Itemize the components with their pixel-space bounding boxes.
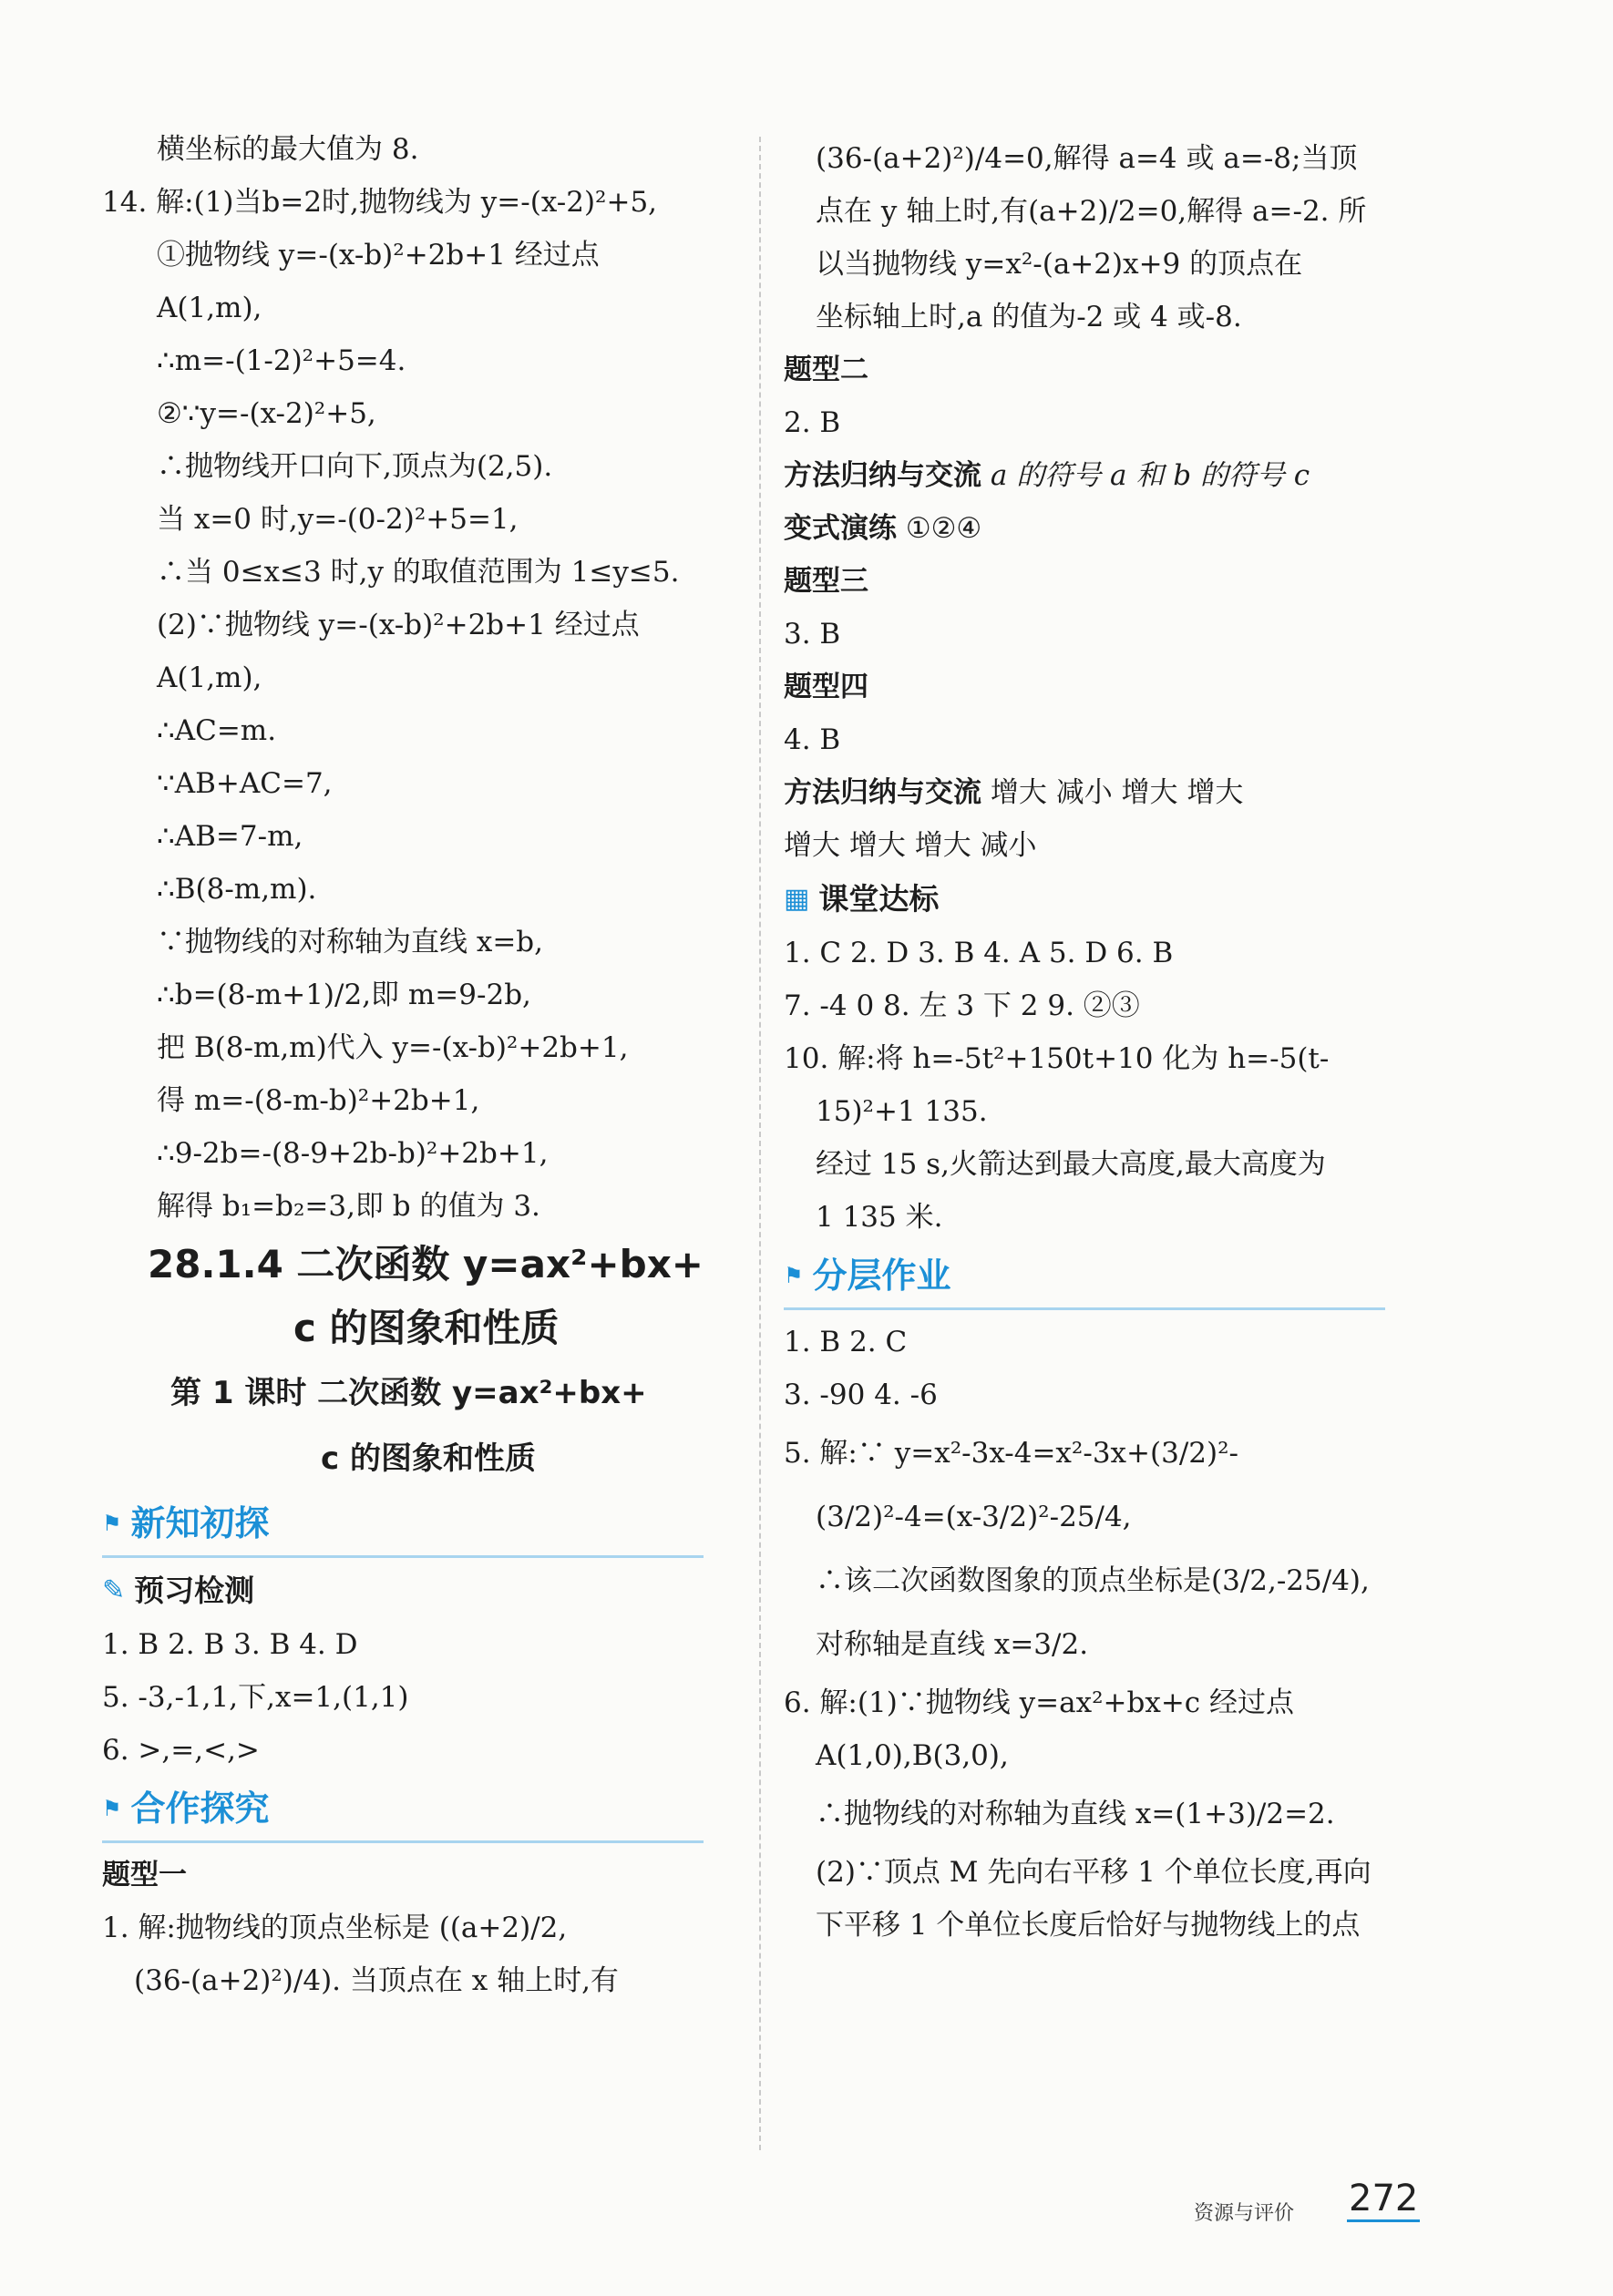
text-line: 10. 解:将 h=-5t²+150t+10 化为 h=-5(t- [784,1042,1330,1075]
column-divider [759,137,761,2150]
text-line: (36-(a+2)²)/4). 当顶点在 x 轴上时,有 [134,1964,619,1997]
method-line-cont: 增大 增大 增大 减小 [784,829,1037,862]
text-line: (3/2)²-4=(x-3/2)²-25/4, [816,1501,1132,1533]
method-line [784,449,1422,502]
text-line: ①抛物线 y=-(x-b)²+2b+1 经过点 [157,239,600,272]
text-line: (36-(a+2)²)/4=0,解得 a=4 或 a=-8;当顶 [816,142,1358,175]
pencil-icon: ✎ [102,1574,126,1606]
answer-line: 5. -3,-1,1,下,x=1,(1,1) [102,1681,409,1714]
text-line: ∵抛物线的对称轴为直线 x=b, [157,926,544,958]
answer-line: 2. B [784,406,841,439]
text-line: 5. 解:∵ y=x²-3x-4=x²-3x+(3/2)²- [784,1437,1238,1470]
method-label: 方法归纳与交流 [784,459,981,492]
footer-label: 资源与评价 [1194,2202,1295,2225]
banner-new-knowledge [102,1491,704,1558]
text-line: 解得 b₁=b₂=3,即 b 的值为 3. [157,1190,540,1223]
answer-line: 7. -4 0 8. 左 3 下 2 9. ②③ [784,989,1140,1022]
text-line: 点在 y 轴上时,有(a+2)/2=0,解得 a=-2. 所 [816,195,1367,228]
text-line: 把 B(8-m,m)代入 y=-(x-b)²+2b+1, [157,1031,629,1064]
text-line: ∴该二次函数图象的顶点坐标是(3/2,-25/4), [816,1564,1370,1597]
text-line: ∵AB+AC=7, [157,767,333,800]
right-column [784,132,1422,1952]
text-line: ∴AB=7-m, [157,820,303,853]
left-column [102,123,740,2007]
text-line: ∴B(8-m,m). [157,873,317,906]
answer-line: 1. B 2. B 3. B 4. D [102,1628,358,1661]
page-number: 272 [1347,2178,1420,2222]
method-text: a 的符号 a 和 b 的符号 c [981,459,1310,492]
variant-line [784,502,1422,555]
banner-label: 合作探究 [130,1789,270,1829]
answer-line: 1. C 2. D 3. B 4. A 5. D 6. B [784,937,1174,969]
answer-line: 6. >,=,<,> [102,1734,260,1767]
text-line: ∴抛物线开口向下,顶点为(2,5). [157,450,553,483]
answer-line: 3. -90 4. -6 [784,1379,938,1411]
lesson-title-cont: c 的图象和性质 [321,1440,536,1477]
method-line [784,766,1422,819]
text-line: 得 m=-(8-m-b)²+2b+1, [157,1084,480,1117]
text-line: 15)²+1 135. [816,1095,988,1128]
section-title-cont: c 的图象和性质 [293,1306,560,1350]
banner-label: 分层作业 [812,1256,951,1296]
text-line: 横坐标的最大值为 8. [157,133,419,166]
text-line: A(1,0),B(3,0), [816,1739,1009,1772]
text-line: (2)∵顶点 M 先向右平移 1 个单位长度,再向 [816,1856,1372,1889]
text-line: 6. 解:(1)∵抛物线 y=ax²+bx+c 经过点 [784,1686,1295,1719]
text-line: ∴9-2b=-(8-9+2b-b)²+2b+1, [157,1137,549,1170]
class-practice-label: 课堂达标 [818,881,940,917]
text-line: A(1,m), [157,292,262,324]
text-line: ∴AC=m. [157,714,277,747]
text-line: (2)∵抛物线 y=-(x-b)²+2b+1 经过点 [157,609,640,641]
question-type-heading: 题型四 [784,671,868,703]
section-title: 28.1.4 二次函数 y=ax²+bx+ [148,1242,704,1286]
text-line: 以当抛物线 y=x²-(a+2)x+9 的顶点在 [816,248,1303,281]
answer-line: 4. B [784,723,841,756]
text-line: ∴当 0≤x≤3 时,y 的取值范围为 1≤y≤5. [157,556,680,589]
question-type-heading: 题型一 [102,1859,187,1891]
variant-label: 变式演练 [784,512,897,545]
variant-text: ①②④ [897,512,982,545]
flag-icon: ⚑ [102,1511,122,1536]
answer-line: 1. B 2. C [784,1326,908,1358]
flag-icon: ⚑ [102,1796,122,1821]
banner-layered-homework [784,1244,1385,1310]
preview-heading [102,1563,740,1618]
text-line: 1 135 米. [816,1201,943,1234]
question-type-heading: 题型二 [784,354,868,386]
class-practice-heading [784,872,1422,927]
text-line: 下平移 1 个单位长度后恰好与抛物线上的点 [816,1909,1361,1942]
method-label: 方法归纳与交流 [784,776,981,809]
text-line: A(1,m), [157,661,262,694]
text-line: 坐标轴上时,a 的值为-2 或 4 或-8. [816,301,1242,333]
text-line: 1. 解:抛物线的顶点坐标是 ((a+2)/2, [102,1912,568,1944]
text-line: ②∵y=-(x-2)²+5, [157,397,376,430]
question-type-heading: 题型三 [784,565,868,598]
text-line: ∴抛物线的对称轴为直线 x=(1+3)/2=2. [816,1798,1335,1830]
text-line: 对称轴是直线 x=3/2. [816,1628,1089,1661]
text-line: 当 x=0 时,y=-(0-2)²+5=1, [157,503,519,536]
banner-cooperative-inquiry [102,1777,704,1843]
method-text: 增大 减小 增大 增大 [981,776,1244,809]
preview-heading-label: 预习检测 [134,1573,255,1608]
text-line: ∴m=-(1-2)²+5=4. [157,344,406,377]
lesson-title: 第 1 课时 二次函数 y=ax²+bx+ [170,1375,647,1411]
banner-label: 新知初探 [130,1503,270,1543]
text-line: 经过 15 s,火箭达到最大高度,最大高度为 [816,1148,1326,1181]
answer-line: 3. B [784,618,841,651]
book-icon: ▦ [784,883,810,915]
text-line: ∴b=(8-m+1)/2,即 m=9-2b, [157,979,531,1011]
text-line: 14. 解:(1)当b=2时,抛物线为 y=-(x-2)²+5, [102,186,658,219]
flag-icon: ⚑ [784,1263,804,1288]
